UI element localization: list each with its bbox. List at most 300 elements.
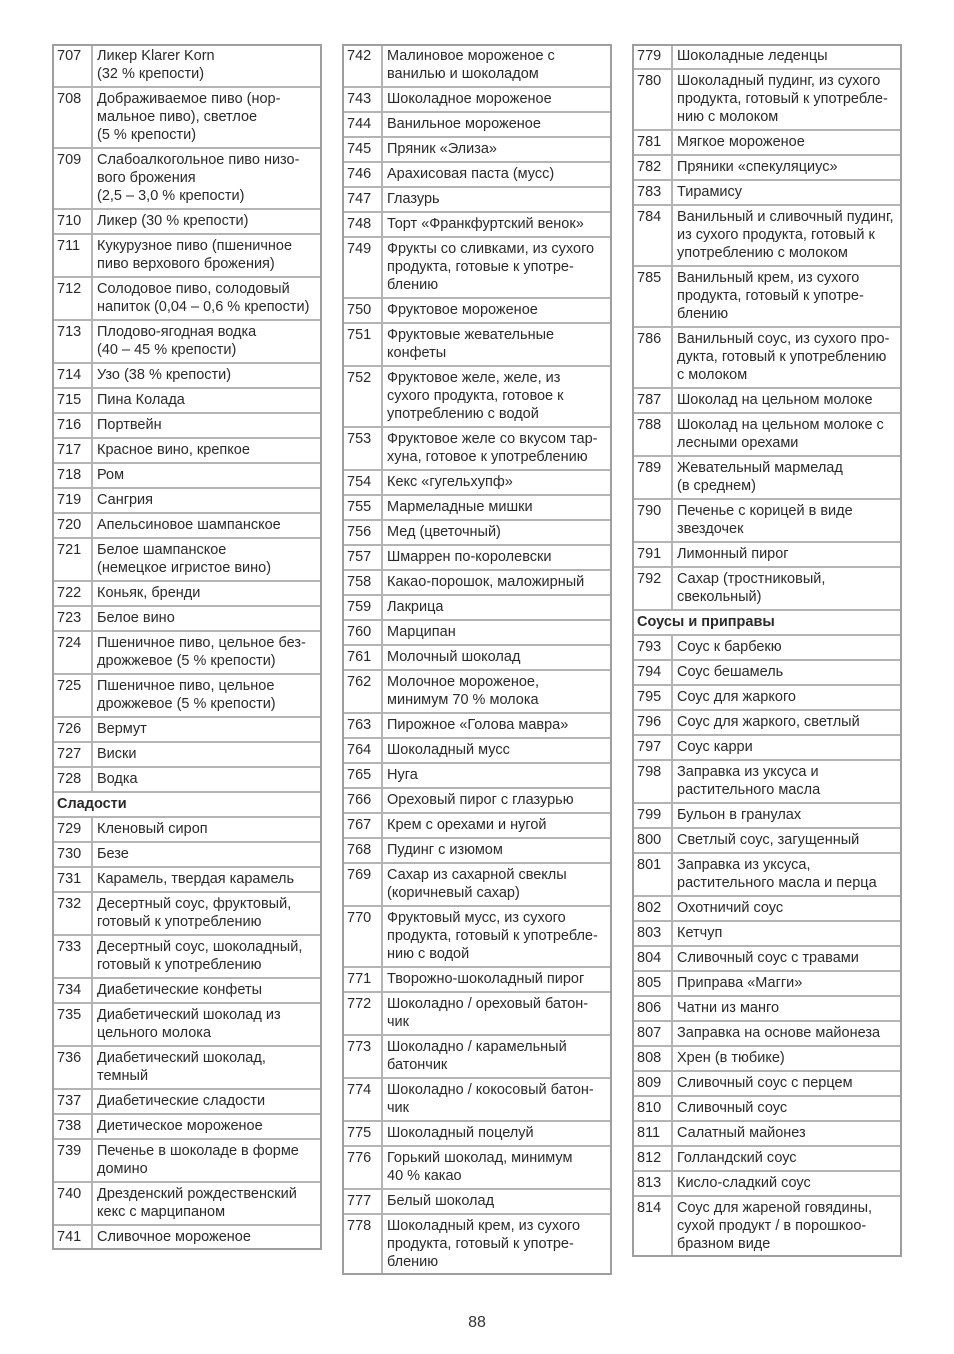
program-name: Дрезденский рождественский кекс с марципаном (93, 1183, 321, 1226)
program-number: 780 (633, 70, 673, 131)
table-row (343, 546, 611, 571)
program-name: Кукурузное пиво (пшеничное пиво верхового брожения) (93, 235, 321, 278)
program-number: 741 (53, 1226, 93, 1249)
program-name: Коньяк, бренди (93, 582, 321, 607)
program-name: Соус бешамель (673, 661, 901, 686)
table-row (53, 979, 321, 1004)
table-row (53, 1004, 321, 1047)
program-number: 745 (343, 138, 383, 163)
table-row (633, 1072, 901, 1097)
program-name: Дображиваемое пиво (нор- мальное пиво), светлое (5 % крепости) (93, 88, 321, 149)
program-name: Сливочный соус с травами (673, 947, 901, 972)
program-name: Шоколадный пудинг, из сухого продукта, готовый к употребле- нию с молоком (673, 70, 901, 131)
table-row (633, 897, 901, 922)
table-row (53, 321, 321, 364)
program-name: Шоколадное мороженое (383, 88, 611, 113)
program-number: 787 (633, 389, 673, 414)
program-number: 792 (633, 568, 673, 611)
program-name: Хрен (в тюбике) (673, 1047, 901, 1072)
program-name: Лакрица (383, 596, 611, 621)
table-row (633, 131, 901, 156)
program-name: Безе (93, 843, 321, 868)
program-name: Марципан (383, 621, 611, 646)
program-name: Ванильный соус, из сухого про- дукта, готовый к употреблению с молоком (673, 328, 901, 389)
table-row (343, 188, 611, 213)
program-name: Крем с орехами и нугой (383, 814, 611, 839)
program-name: Пшеничное пиво, цельное без- дрожжевое (5 % крепости) (93, 632, 321, 675)
program-number: 786 (633, 328, 673, 389)
program-name: Какао-порошок, маложирный (383, 571, 611, 596)
program-name: Фруктовое желе со вкусом тар- хуна, готовое к употреблению (383, 428, 611, 471)
table-row (343, 138, 611, 163)
table-row (53, 1140, 321, 1183)
program-name: Фруктовое мороженое (383, 299, 611, 324)
program-number: 766 (343, 789, 383, 814)
section-header-row (633, 611, 901, 636)
table-row (343, 671, 611, 714)
program-number: 720 (53, 514, 93, 539)
program-number: 730 (53, 843, 93, 868)
table-row (343, 789, 611, 814)
table-row (53, 1047, 321, 1090)
table-row (343, 596, 611, 621)
program-name: Соус для жаркого, светлый (673, 711, 901, 736)
table-row (633, 568, 901, 611)
program-number: 719 (53, 489, 93, 514)
program-name: Бульон в гранулах (673, 804, 901, 829)
program-number: 798 (633, 761, 673, 804)
program-number: 729 (53, 818, 93, 843)
program-number: 784 (633, 206, 673, 267)
program-name: Сливочное мороженое (97, 1229, 251, 1245)
program-name: Соус карри (673, 736, 901, 761)
program-name: Соус для жареной говядины, сухой продукт / в порошкоо- бразном виде (677, 1200, 873, 1252)
table-row (53, 1226, 321, 1249)
program-number: 808 (633, 1047, 673, 1072)
program-name: Белый шоколад (383, 1190, 611, 1215)
table-row (633, 156, 901, 181)
program-number: 761 (343, 646, 383, 671)
program-name: Шоколадно / ореховый батон- чик (383, 993, 611, 1036)
program-number: 764 (343, 739, 383, 764)
table-row (343, 646, 611, 671)
program-name: Кекс «гугельхупф» (383, 471, 611, 496)
table-row (343, 968, 611, 993)
program-number: 813 (633, 1172, 673, 1197)
program-number: 796 (633, 711, 673, 736)
program-table (633, 45, 901, 1256)
program-number: 800 (633, 829, 673, 854)
program-name: Жевательный мармелад (в среднем) (673, 457, 901, 500)
table-row (633, 500, 901, 543)
table-row (53, 439, 321, 464)
program-number: 751 (343, 324, 383, 367)
program-number: 750 (343, 299, 383, 324)
table-row (633, 45, 901, 70)
table-row (343, 621, 611, 646)
program-name: Шоколадно / кокосовый батон- чик (383, 1079, 611, 1122)
program-name: Арахисовая паста (мусс) (383, 163, 611, 188)
program-number: 746 (343, 163, 383, 188)
program-name: Пирожное «Голова мавра» (383, 714, 611, 739)
table-row (343, 113, 611, 138)
program-name: Виски (93, 743, 321, 768)
program-number: 771 (343, 968, 383, 993)
program-number: 748 (343, 213, 383, 238)
table-row (633, 736, 901, 761)
program-name: Глазурь (383, 188, 611, 213)
table-row (633, 829, 901, 854)
program-name: Сливочный соус с перцем (673, 1072, 901, 1097)
program-name: Тирамису (673, 181, 901, 206)
program-number: 773 (343, 1036, 383, 1079)
table-row (633, 686, 901, 711)
program-number: 797 (633, 736, 673, 761)
table-row (53, 582, 321, 607)
program-number: 781 (633, 131, 673, 156)
table-row (53, 364, 321, 389)
program-name: Мармеладные мишки (383, 496, 611, 521)
program-name: Лимонный пирог (673, 543, 901, 568)
program-name: Ванильный и сливочный пудинг, из сухого продукта, готовый к употреблению с молоком (673, 206, 901, 267)
program-name: Белое вино (93, 607, 321, 632)
program-name: Ванильный крем, из сухого продукта, готовый к употре- блению (673, 267, 901, 328)
program-number: 805 (633, 972, 673, 997)
program-number: 710 (53, 210, 93, 235)
program-number: 810 (633, 1097, 673, 1122)
table-row (343, 496, 611, 521)
table-row (343, 88, 611, 113)
program-number: 772 (343, 993, 383, 1036)
program-number: 739 (53, 1140, 93, 1183)
program-number: 762 (343, 671, 383, 714)
program-number: 713 (53, 321, 93, 364)
section-heading: Сладости (53, 793, 321, 818)
table-row (343, 367, 611, 428)
program-number: 811 (633, 1122, 673, 1147)
program-name: Заправка из уксуса, растительного масла и перца (673, 854, 901, 897)
program-name: Фруктовый мусс, из сухого продукта, готовый к употребле- нию с водой (383, 907, 611, 968)
table-row (343, 907, 611, 968)
program-name: Ликер (30 % крепости) (93, 210, 321, 235)
table-row (633, 267, 901, 328)
program-name: Шоколадные леденцы (673, 45, 901, 70)
program-name: Шоколадный мусс (383, 739, 611, 764)
program-name: Диабетический шоколад, темный (93, 1047, 321, 1090)
table-row (343, 163, 611, 188)
program-name: Плодово-ягодная водка (40 – 45 % крепости) (93, 321, 321, 364)
program-name: Белое шампанское (немецкое игристое вино) (93, 539, 321, 582)
program-number: 742 (343, 45, 383, 88)
program-number: 738 (53, 1115, 93, 1140)
table-row (53, 514, 321, 539)
program-name: Охотничий соус (673, 897, 901, 922)
program-name: Молочное мороженое, минимум 70 % молока (383, 671, 611, 714)
table-row (53, 539, 321, 582)
program-number: 799 (633, 804, 673, 829)
table-row (633, 1122, 901, 1147)
program-number: 812 (633, 1147, 673, 1172)
program-name: Карамель, твердая карамель (93, 868, 321, 893)
program-number: 736 (53, 1047, 93, 1090)
table-row (343, 213, 611, 238)
program-name: Сахар из сахарной свеклы (коричневый сахар) (383, 864, 611, 907)
program-number: 758 (343, 571, 383, 596)
table-row (53, 936, 321, 979)
table-row (53, 389, 321, 414)
program-name: Ликер Klarer Korn (32 % крепости) (93, 45, 321, 88)
table-row (53, 818, 321, 843)
table-row (343, 45, 611, 88)
program-name: Шоколад на цельном молоке с лесными орехами (673, 414, 901, 457)
table-row (53, 45, 321, 88)
program-number: 725 (53, 675, 93, 718)
program-name: Кисло-сладкий соус (673, 1172, 901, 1197)
program-name: Диетическое мороженое (93, 1115, 321, 1140)
table-row (633, 1022, 901, 1047)
program-number: 747 (343, 188, 383, 213)
program-number: 717 (53, 439, 93, 464)
program-name: Нуга (383, 764, 611, 789)
table-row (633, 922, 901, 947)
program-name: Горький шоколад, минимум 40 % какао (383, 1147, 611, 1190)
table-row (343, 1122, 611, 1147)
table-row (633, 854, 901, 897)
program-number: 801 (633, 854, 673, 897)
table-row (343, 1079, 611, 1122)
program-name: Салатный майонез (673, 1122, 901, 1147)
program-name: Заправка из уксуса и растительного масла (673, 761, 901, 804)
program-number: 793 (633, 636, 673, 661)
program-name: Пина Колада (93, 389, 321, 414)
table-row (343, 324, 611, 367)
program-name: Солодовое пиво, солодовый напиток (0,04 – 0,6 % крепости) (93, 278, 321, 321)
table-row (633, 1147, 901, 1172)
table-row (53, 88, 321, 149)
program-name: Диабетические конфеты (93, 979, 321, 1004)
program-number: 794 (633, 661, 673, 686)
program-name: Диабетические сладости (93, 1090, 321, 1115)
program-name: Узо (38 % крепости) (93, 364, 321, 389)
table-row (633, 947, 901, 972)
table-row (633, 328, 901, 389)
program-number: 714 (53, 364, 93, 389)
table-row (53, 1183, 321, 1226)
table-row (53, 893, 321, 936)
program-number: 722 (53, 582, 93, 607)
table-row (633, 661, 901, 686)
program-number: 763 (343, 714, 383, 739)
table-row (633, 389, 901, 414)
program-name: Сангрия (93, 489, 321, 514)
table-row (53, 489, 321, 514)
program-name: Вермут (93, 718, 321, 743)
program-number: 783 (633, 181, 673, 206)
program-table-column-1 (53, 45, 321, 1249)
table-row (633, 1097, 901, 1122)
table-row (633, 636, 901, 661)
program-number: 716 (53, 414, 93, 439)
program-number: 803 (633, 922, 673, 947)
program-name: Сливочный соус (673, 1097, 901, 1122)
section-header-row (53, 793, 321, 818)
program-name: Апельсиновое шампанское (93, 514, 321, 539)
table-row (343, 521, 611, 546)
program-name: Чатни из манго (673, 997, 901, 1022)
table-row (343, 1190, 611, 1215)
program-name: Слабоалкогольное пиво низо- вого брожения (2,5 – 3,0 % крепости) (93, 149, 321, 210)
table-row (343, 571, 611, 596)
program-number: 814 (633, 1197, 673, 1256)
program-number: 759 (343, 596, 383, 621)
program-number: 760 (343, 621, 383, 646)
table-row (53, 843, 321, 868)
program-table (343, 45, 611, 1274)
program-number: 743 (343, 88, 383, 113)
table-row (343, 471, 611, 496)
program-number: 732 (53, 893, 93, 936)
program-number: 775 (343, 1122, 383, 1147)
program-number: 749 (343, 238, 383, 299)
program-name: Мягкое мороженое (673, 131, 901, 156)
program-name: Десертный соус, шоколадный, готовый к употреблению (93, 936, 321, 979)
table-row (343, 1036, 611, 1079)
table-row (343, 739, 611, 764)
program-number: 804 (633, 947, 673, 972)
program-number: 744 (343, 113, 383, 138)
program-name: Заправка на основе майонеза (673, 1022, 901, 1047)
program-name: Светлый соус, загущенный (673, 829, 901, 854)
table-row (633, 543, 901, 568)
program-number: 795 (633, 686, 673, 711)
program-name: Сахар (тростниковый, свекольный) (673, 568, 901, 611)
program-number: 721 (53, 539, 93, 582)
program-number: 770 (343, 907, 383, 968)
table-row (343, 1147, 611, 1190)
program-number: 708 (53, 88, 93, 149)
program-name: Пшеничное пиво, цельное дрожжевое (5 % крепости) (93, 675, 321, 718)
program-number: 755 (343, 496, 383, 521)
program-number: 791 (633, 543, 673, 568)
program-number: 807 (633, 1022, 673, 1047)
program-number: 715 (53, 389, 93, 414)
table-row (633, 457, 901, 500)
table-row (633, 1172, 901, 1197)
table-row (633, 804, 901, 829)
program-number: 776 (343, 1147, 383, 1190)
program-name: Малиновое мороженое с ванилью и шоколадом (383, 45, 611, 88)
table-row (633, 70, 901, 131)
table-row (343, 1215, 611, 1274)
program-number: 790 (633, 500, 673, 543)
program-name: Портвейн (93, 414, 321, 439)
program-number: 774 (343, 1079, 383, 1122)
program-number: 769 (343, 864, 383, 907)
program-number: 723 (53, 607, 93, 632)
program-number: 735 (53, 1004, 93, 1047)
program-number: 809 (633, 1072, 673, 1097)
program-number: 737 (53, 1090, 93, 1115)
program-name: Соус к барбекю (673, 636, 901, 661)
program-number: 789 (633, 457, 673, 500)
program-name: Фруктовое желе, желе, из сухого продукта, готовое к употреблению с водой (383, 367, 611, 428)
program-name: Пряник «Элиза» (383, 138, 611, 163)
table-row (343, 764, 611, 789)
table-row (633, 761, 901, 804)
table-row (343, 839, 611, 864)
program-number: 806 (633, 997, 673, 1022)
program-name: Кленовый сироп (93, 818, 321, 843)
program-number: 767 (343, 814, 383, 839)
program-number: 734 (53, 979, 93, 1004)
program-number: 711 (53, 235, 93, 278)
program-name: Шоколадно / карамельный батончик (383, 1036, 611, 1079)
program-number: 707 (53, 45, 93, 88)
program-number: 788 (633, 414, 673, 457)
program-name: Фруктовые жевательные конфеты (383, 324, 611, 367)
program-name: Пудинг с изюмом (383, 839, 611, 864)
program-table-column-2 (343, 45, 611, 1274)
table-row (343, 428, 611, 471)
table-row (343, 238, 611, 299)
program-number: 712 (53, 278, 93, 321)
page-number: 88 (468, 1314, 486, 1331)
program-number: 768 (343, 839, 383, 864)
table-row (343, 714, 611, 739)
program-number: 718 (53, 464, 93, 489)
program-name: Ром (93, 464, 321, 489)
table-row (53, 1115, 321, 1140)
program-name: Молочный шоколад (383, 646, 611, 671)
program-name: Шоколадный крем, из сухого продукта, готовый к употре- блению (387, 1218, 581, 1270)
section-heading: Соусы и приправы (633, 611, 901, 636)
table-row (633, 414, 901, 457)
table-row (343, 299, 611, 324)
table-row (343, 864, 611, 907)
program-number: 777 (343, 1190, 383, 1215)
program-number: 802 (633, 897, 673, 922)
table-row (53, 464, 321, 489)
table-row (343, 814, 611, 839)
table-row (53, 675, 321, 718)
program-table (53, 45, 321, 1249)
program-name: Печенье с корицей в виде звездочек (673, 500, 901, 543)
program-number: 709 (53, 149, 93, 210)
program-name: Десертный соус, фруктовый, готовый к употреблению (93, 893, 321, 936)
table-row (633, 181, 901, 206)
table-row (53, 235, 321, 278)
table-row (633, 1047, 901, 1072)
program-name: Шоколадный поцелуй (383, 1122, 611, 1147)
program-number: 733 (53, 936, 93, 979)
program-name: Печенье в шоколаде в форме домино (93, 1140, 321, 1183)
program-number: 765 (343, 764, 383, 789)
program-number: 731 (53, 868, 93, 893)
table-row (53, 743, 321, 768)
program-number: 756 (343, 521, 383, 546)
program-table-column-3 (633, 45, 901, 1256)
table-row (343, 993, 611, 1036)
program-name: Водка (93, 768, 321, 793)
program-name: Приправа «Магги» (673, 972, 901, 997)
table-row (53, 278, 321, 321)
program-name: Фрукты со сливками, из сухого продукта, готовые к употре- блению (383, 238, 611, 299)
program-number: 779 (633, 45, 673, 70)
program-name: Ореховый пирог с глазурью (383, 789, 611, 814)
program-number: 785 (633, 267, 673, 328)
table-row (53, 149, 321, 210)
program-name: Диабетический шоколад из цельного молока (93, 1004, 321, 1047)
